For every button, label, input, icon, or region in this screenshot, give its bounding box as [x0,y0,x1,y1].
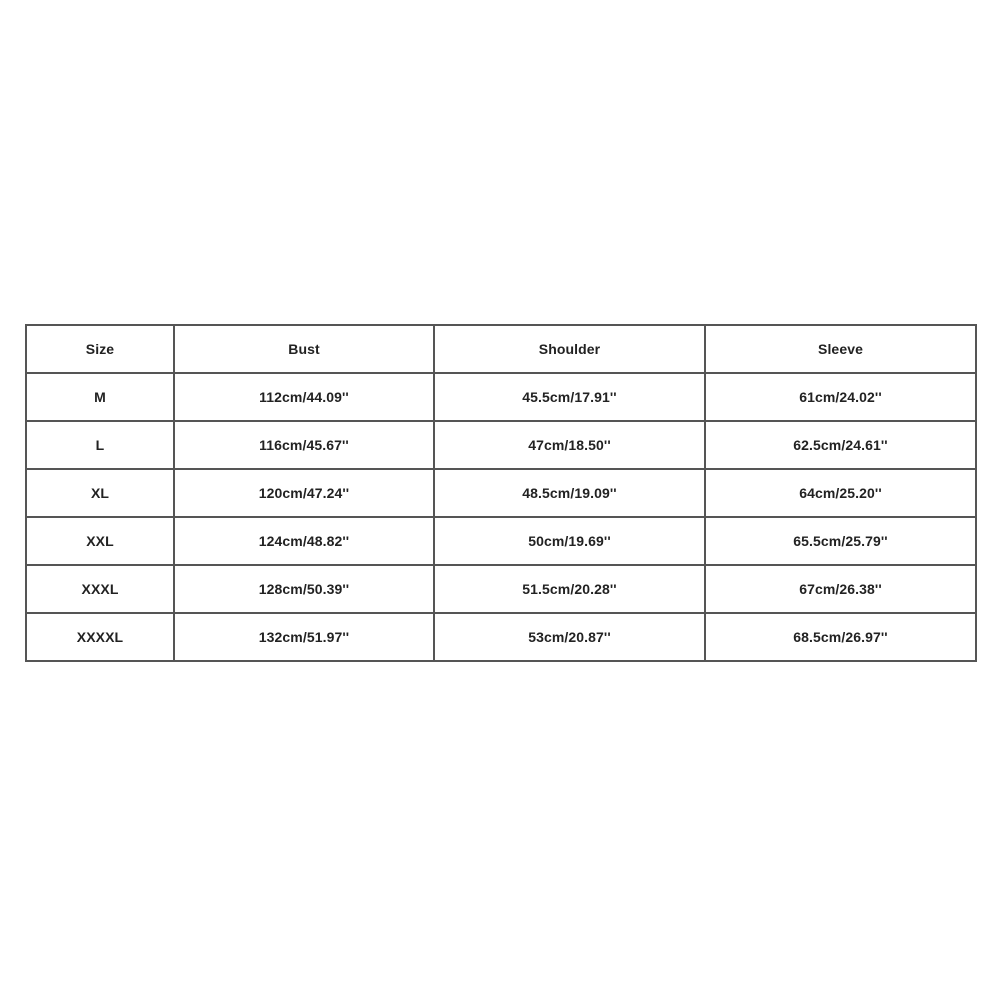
cell-shoulder: 50cm/19.69'' [434,517,705,565]
table-row [26,613,976,661]
table-row [26,565,976,613]
cell-sleeve: 61cm/24.02'' [705,373,976,421]
cell-sleeve: 62.5cm/24.61'' [705,421,976,469]
cell-sleeve: 64cm/25.20'' [705,469,976,517]
cell-shoulder: 48.5cm/19.09'' [434,469,705,517]
cell-bust: 128cm/50.39'' [174,565,434,613]
cell-size: L [26,421,174,469]
cell-sleeve: 68.5cm/26.97'' [705,613,976,661]
header-shoulder: Shoulder [434,325,705,373]
table-row [26,517,976,565]
cell-bust: 124cm/48.82'' [174,517,434,565]
cell-bust: 116cm/45.67'' [174,421,434,469]
cell-shoulder: 53cm/20.87'' [434,613,705,661]
cell-size: XXL [26,517,174,565]
cell-sleeve: 67cm/26.38'' [705,565,976,613]
cell-sleeve: 65.5cm/25.79'' [705,517,976,565]
cell-shoulder: 51.5cm/20.28'' [434,565,705,613]
table-row [26,469,976,517]
cell-shoulder: 47cm/18.50'' [434,421,705,469]
cell-bust: 112cm/44.09'' [174,373,434,421]
table-header-row [26,325,976,373]
header-bust: Bust [174,325,434,373]
cell-shoulder: 45.5cm/17.91'' [434,373,705,421]
header-size: Size [26,325,174,373]
cell-size: XXXXL [26,613,174,661]
cell-size: XL [26,469,174,517]
header-sleeve: Sleeve [705,325,976,373]
cell-size: M [26,373,174,421]
cell-bust: 132cm/51.97'' [174,613,434,661]
size-chart-table [25,324,977,662]
cell-size: XXXL [26,565,174,613]
table-row [26,421,976,469]
table-row [26,373,976,421]
cell-bust: 120cm/47.24'' [174,469,434,517]
